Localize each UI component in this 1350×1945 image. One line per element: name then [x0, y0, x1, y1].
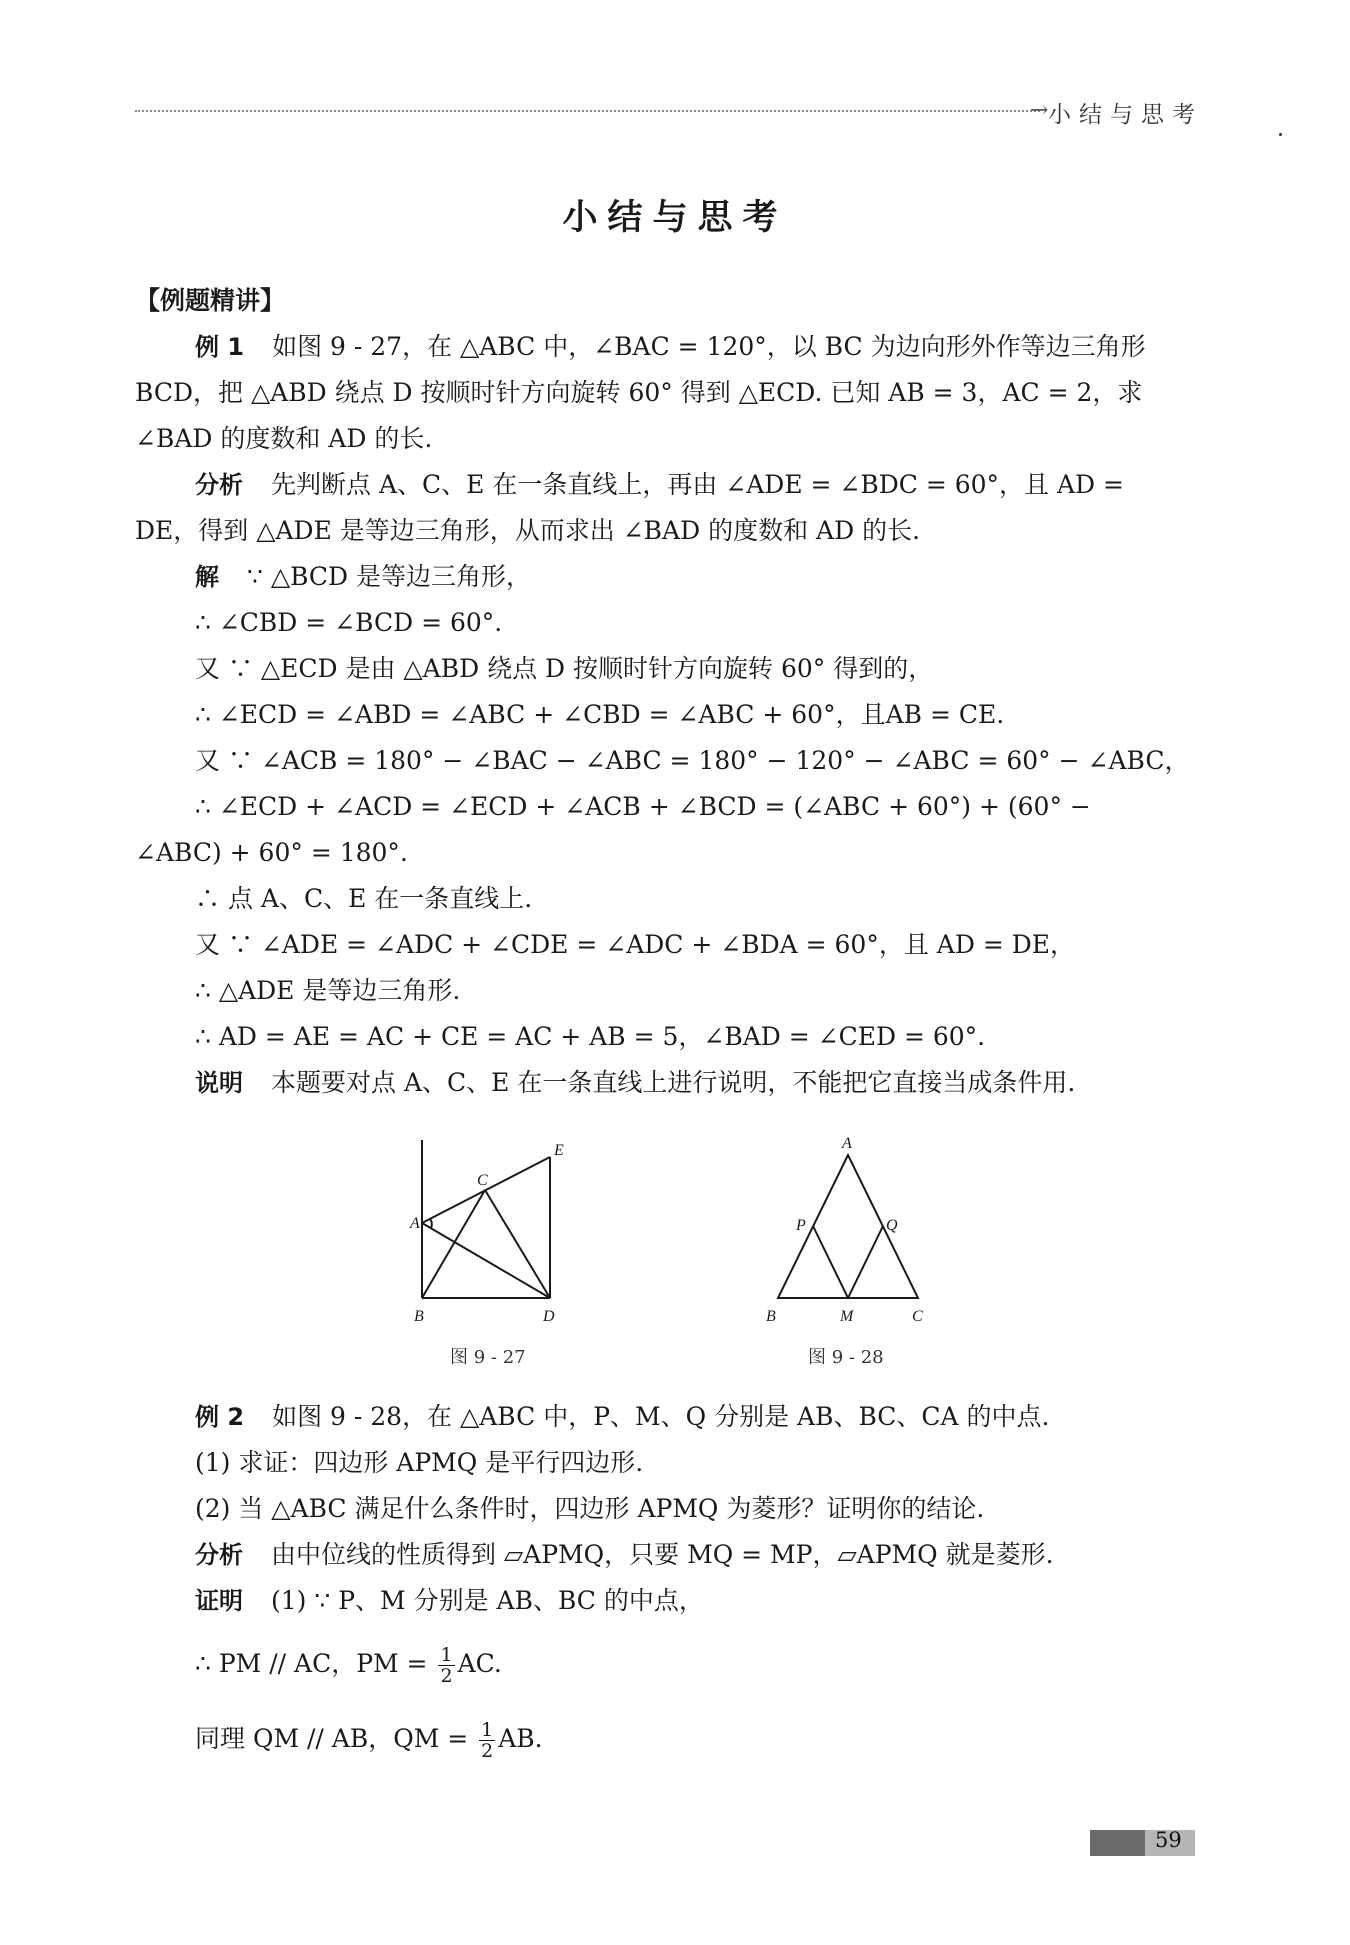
note-line — [195, 1066, 1075, 1100]
example1-line-3: ∠BAD 的度数和 AD 的长. — [135, 424, 433, 453]
point-label-m: M — [840, 1308, 854, 1325]
solution-line-7: ∠ABC) + 60° = 180°. — [135, 838, 408, 867]
example2-line-1 — [195, 1400, 1049, 1434]
example2-analysis — [195, 1538, 1054, 1572]
analysis-text-1: 先判断点 A、C、E 在一条直线上，再由 ∠ADE = ∠BDC = 60°，且 AD = — [271, 470, 1124, 499]
proof-text-2-pre: ∴ PM // AC，PM = — [195, 1649, 436, 1678]
solution-line-10: ∴ △ADE 是等边三角形. — [195, 976, 461, 1005]
running-title: 小结与思考 — [1048, 102, 1203, 128]
solution-line-5: 又 ∵ ∠ACB = 180° − ∠BAC − ∠ABC = 180° − 120° − ∠ABC = 60° − ∠ABC， — [195, 746, 1190, 775]
point-label-b: B — [414, 1308, 424, 1325]
solution-line-4: ∴ ∠ECD = ∠ABD = ∠ABC + ∠CBD = ∠ABC + 60°，且AB = CE. — [195, 700, 1005, 729]
solution-label: 解 — [195, 563, 219, 591]
segment-pm — [813, 1226, 848, 1298]
proof-text-2-post: AC. — [457, 1649, 502, 1678]
segment-qm — [848, 1226, 883, 1298]
example1-text-1: 如图 9 - 27，在 △ABC 中，∠BAC = 120°，以 BC 为边向形外作等边三角形 — [272, 332, 1146, 361]
solution-line-11: ∴ AD = AE = AC + CE = AC + AB = 5，∠BAD = ∠CED = 60°. — [195, 1022, 986, 1051]
point-label-e: E — [554, 1142, 564, 1159]
fraction-numerator: 1 — [440, 1644, 453, 1666]
proof-label: 证明 — [195, 1587, 243, 1615]
example1-label: 例 1 — [195, 333, 245, 361]
proof-line-1 — [195, 1584, 704, 1618]
fraction-one-half — [438, 1645, 454, 1686]
example2-analysis-text: 由中位线的性质得到 ▱APMQ，只要 MQ = MP，▱APMQ 就是菱形. — [271, 1540, 1054, 1569]
point-label-b: B — [766, 1308, 776, 1325]
proof-text-1: (1) ∵ P、M 分别是 AB、BC 的中点， — [271, 1586, 704, 1615]
analysis-line-1 — [195, 468, 1124, 502]
fraction-denominator: 2 — [440, 1665, 453, 1687]
note-text: 本题要对点 A、C、E 在一条直线上进行说明，不能把它直接当成条件用. — [271, 1068, 1076, 1097]
solution-line-8: ∴ 点 A、C、E 在一条直线上. — [195, 884, 533, 913]
analysis-label: 分析 — [195, 471, 243, 499]
solution-line-1 — [195, 560, 531, 594]
segment-ad — [422, 1223, 550, 1298]
speck — [1279, 133, 1282, 136]
point-label-q: Q — [886, 1217, 898, 1234]
fraction-numerator: 1 — [481, 1719, 494, 1741]
figure-caption-9-28: 图 9 - 28 — [808, 1347, 884, 1368]
angle-mark — [430, 1219, 432, 1228]
proof-line-2 — [195, 1645, 502, 1686]
point-label-p: P — [796, 1217, 806, 1234]
example2-intro: 如图 9 - 28，在 △ABC 中，P、M、Q 分别是 AB、BC、CA 的中点. — [272, 1402, 1050, 1431]
page-number: 59 — [1155, 1828, 1182, 1852]
analysis-line-2: DE，得到 △ADE 是等边三角形，从而求出 ∠BAD 的度数和 AD 的长. — [135, 516, 921, 545]
header-rule — [135, 110, 1040, 112]
figure-caption-9-27: 图 9 - 27 — [450, 1347, 526, 1368]
note-label: 说明 — [195, 1069, 243, 1097]
page-title: 小结与思考 — [562, 197, 788, 238]
solution-line-2: ∴ ∠CBD = ∠BCD = 60°. — [195, 608, 503, 637]
example1-line-2: BCD，把 △ABD 绕点 D 按顺时针方向旋转 60° 得到 △ECD. 已知 AB = 3，AC = 2，求 — [135, 378, 1143, 407]
section-label: 【例题精讲】 — [135, 286, 286, 315]
point-label-a: A — [410, 1215, 420, 1232]
example2-analysis-label: 分析 — [195, 1541, 243, 1569]
proof-text-3-post: AB. — [498, 1724, 543, 1753]
solution-line-3: 又 ∵ △ECD 是由 △ABD 绕点 D 按顺时针方向旋转 60° 得到的， — [195, 654, 934, 683]
point-label-c: C — [477, 1172, 488, 1189]
header-arrow: → — [1030, 98, 1049, 123]
proof-line-3 — [195, 1720, 543, 1761]
example1-line-1 — [195, 330, 1146, 364]
figure-9-27 — [400, 1135, 590, 1335]
solution-text-1: ∵ △BCD 是等边三角形， — [247, 562, 532, 591]
point-label-d: D — [543, 1308, 555, 1325]
solution-line-6: ∴ ∠ECD + ∠ACD = ∠ECD + ∠ACB + ∠BCD = (∠ABC + 60°) + (60° − — [195, 792, 1091, 821]
example2-question-1: (1) 求证：四边形 APMQ 是平行四边形. — [195, 1448, 644, 1477]
point-label-a: A — [842, 1135, 852, 1152]
point-label-c: C — [912, 1308, 923, 1325]
fraction-denominator: 2 — [481, 1740, 494, 1762]
fraction-one-half — [479, 1720, 495, 1761]
figure-9-28 — [760, 1130, 940, 1330]
proof-text-3-pre: 同理 QM // AB，QM = — [195, 1724, 477, 1753]
solution-line-9: 又 ∵ ∠ADE = ∠ADC + ∠CDE = ∠ADC + ∠BDA = 60°，且 AD = DE， — [195, 930, 1076, 959]
example2-label: 例 2 — [195, 1403, 245, 1431]
example2-question-2: (2) 当 △ABC 满足什么条件时，四边形 APMQ 为菱形？证明你的结论. — [195, 1494, 985, 1523]
segment-cd — [485, 1190, 550, 1298]
